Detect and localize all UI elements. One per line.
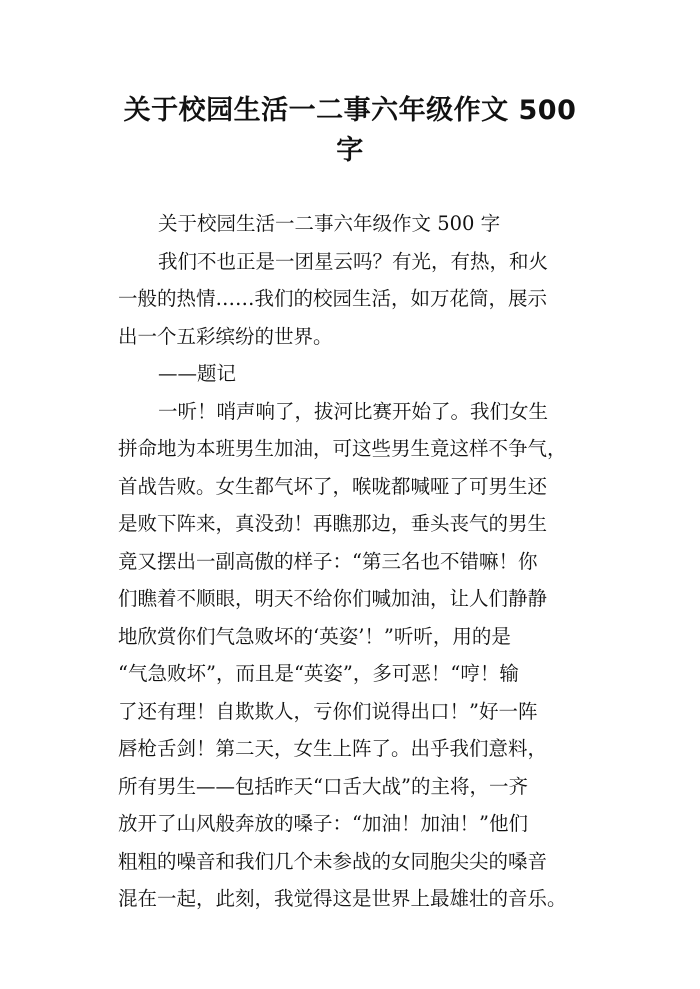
paragraph-line: 竟又摆出一副高傲的样子：“第三名也不错嘛！你 [118,549,538,573]
paragraph-tug-of-war [118,393,598,918]
paragraph-intro [118,243,598,356]
paragraph-line: 一听！哨声响了，拔河比赛开始了。我们女生 [158,399,549,423]
paragraph-line: 所有男生——包括昨天“口舌大战”的主将，一齐 [118,774,528,798]
paragraph-line: 我们不也正是一团星云吗？有光，有热，和火 [158,249,549,273]
paragraph-line: 唇枪舌剑！第二天，女生上阵了。出乎我们意料， [118,737,548,760]
paragraph-line: 一般的热情……我们的校园生活，如万花筒，展示 [118,287,548,310]
paragraph-line: “气急败坏”，而且是“英姿”，多可恶！“哼！输 [118,662,519,685]
document-body [118,205,598,918]
document-subtitle: 关于校园生活一二事六年级作文 500 字 [158,212,501,235]
paragraph-line: 了还有理！自欺欺人，亏你们说得出口！”好一阵 [118,699,538,723]
document-title-line-2: 字 [336,135,364,166]
paragraph-line: 地欣赏你们气急败坏的‘英姿’！”听听，用的是 [118,624,511,648]
paragraph-line: 们瞧着不顺眼，明天不给你们喊加油，让人们静静 [118,587,548,610]
paragraph-line: 放开了山风般奔放的嗓子：“加油！加油！”他们 [118,812,528,835]
paragraph-line: 粗粗的噪音和我们几个未参战的女同胞尖尖的嗓音 [118,849,548,873]
document-title-line-1: 关于校园生活一二事六年级作文 500 [123,95,577,126]
paragraph-line: 首战告败。女生都气坏了，喉咙都喊哑了可男生还 [118,474,548,498]
paragraph-line: 出一个五彩缤纷的世界。 [118,324,333,348]
paragraph-line: 混在一起，此刻，我觉得这是世界上最雄壮的音乐。 [118,887,567,910]
paragraph-line: 拼命地为本班男生加油，可这些男生竟这样不争气， [118,437,567,460]
epigraph: ——题记 [158,362,237,385]
paragraph-line: 是败下阵来，真没劲！再瞧那边，垂头丧气的男生 [118,512,548,535]
